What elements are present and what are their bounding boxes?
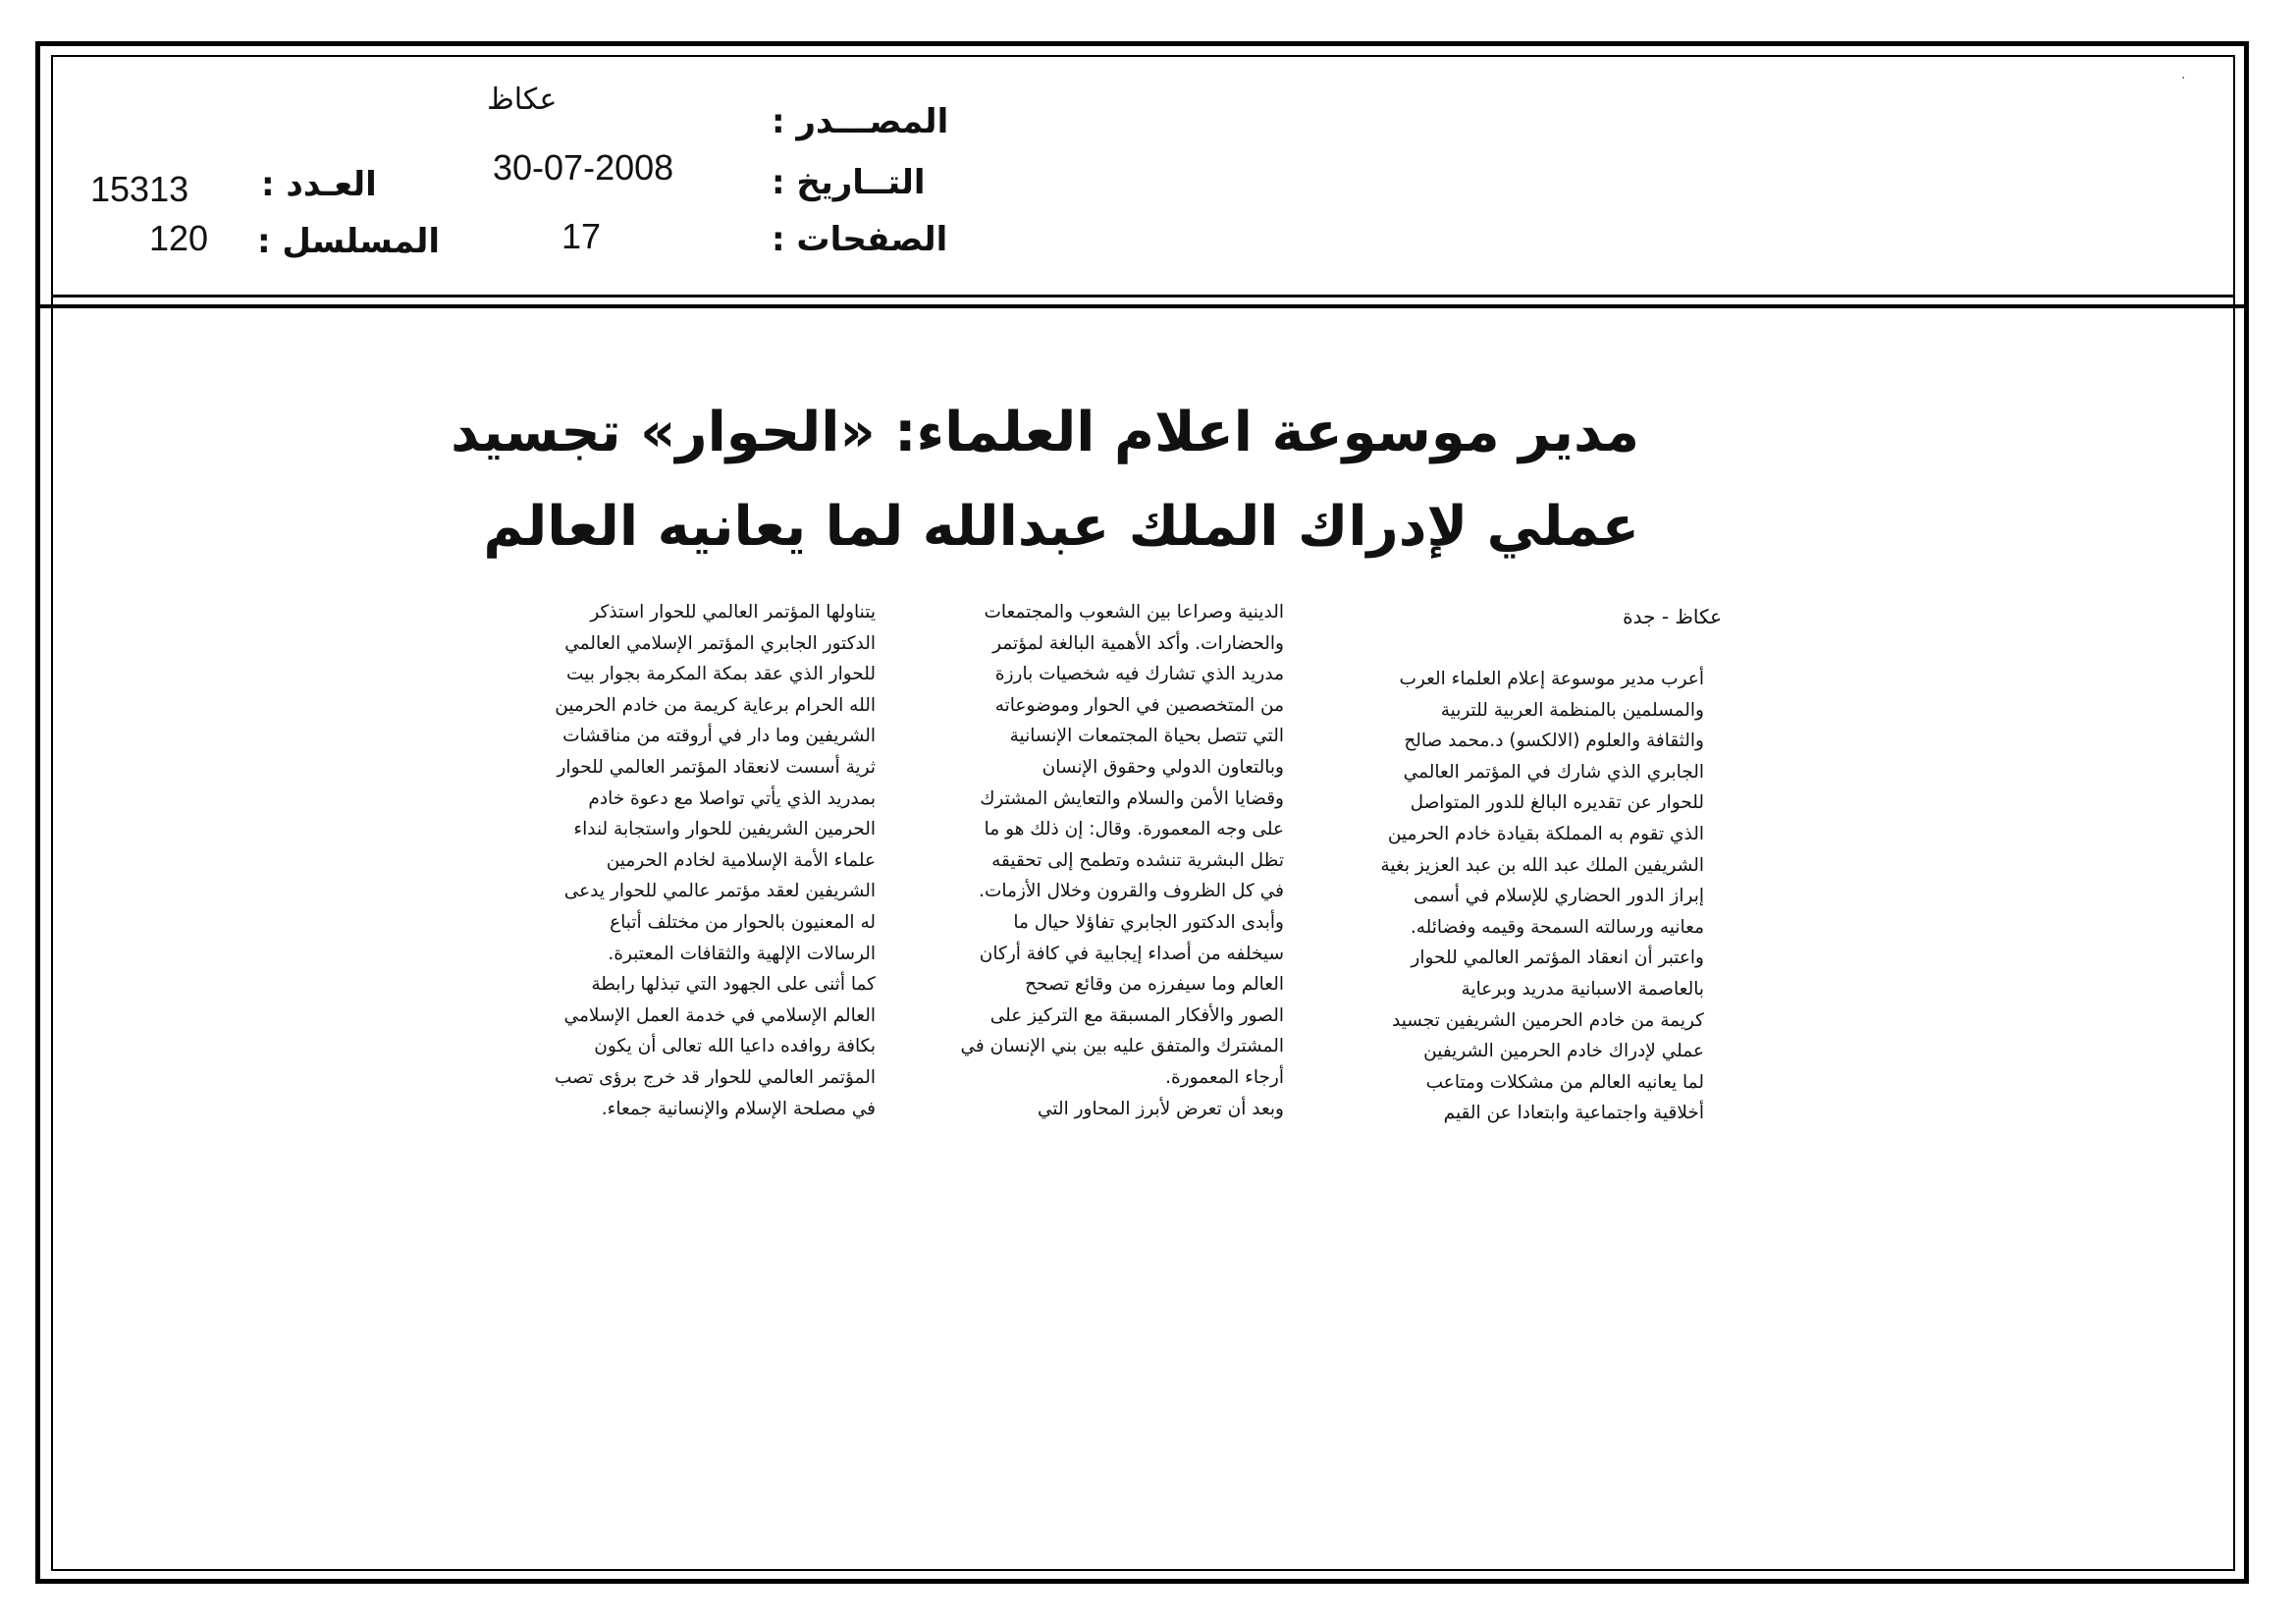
headline-line-1: مدير موسوعة اعلام العلماء: «الحوار» تجسيد [451,401,1639,464]
serial-value: 120 [149,218,209,258]
issue-value: 15313 [90,169,189,209]
header-divider-thick [35,304,2249,308]
date-label: التــاريخ : [772,163,926,202]
corner-mark: · [2181,71,2186,86]
pages-label: الصفحات : [772,220,948,259]
dateline: عكاظ - جدة [1623,605,1722,628]
pages-value: 17 [561,216,602,256]
article-column-left [475,597,876,1124]
article-column-right [1294,664,1704,1129]
serial-label: المسلسل : [257,222,441,261]
date-value: 30-07-2008 [493,147,674,188]
column-left-text: يتناولها المؤتمر العالمي للحوار استذكر الدكتور الجابري المؤتمر الإسلامي العالمي للحوار الذي عقد بمكة المكرمة بجوار بيت الله الحرام برعاية كريمة من خادم الحرمين الشريفين وما دار في أروقته من مناقشات ثرية أسست لانعقاد المؤتمر العالمي للحوار بمدريد الذي يأتي تواصلا مع دعوة خادم الحرمين الشريفين للحوار واستجابة لنداء علماء الأمة الإسلامية لخادم الحرمين الشريفين لعقد مؤتمر عالمي للحوار يدعى له المعنيون بالحوار من مختلف أتباع الرسالات الإلهية والثقافات المعتبرة. كما أثنى على الجهود التي تبذلها رابطة العالم الإسلامي في خدمة العمل الإسلامي بكافة روافده داعيا الله تعالى أن يكون المؤتمر العالمي للحوار قد خرج برؤى تصب في مصلحة الإسلام والإنسانية جمعاء. [554,602,876,1119]
column-right-text: أعرب مدير موسوعة إعلام العلماء العرب والمسلمين بالمنظمة العربية للتربية والثقافة والعلوم (الالكسو) د.محمد صالح الجابري الذي شارك في المؤتمر العالمي للحوار عن تقديره البالغ للدور المتواصل الذي تقوم به المملكة بقيادة خادم الحرمين الشريفين الملك عبد الله بن عبد العزيز بغية إبراز الدور الحضاري للإسلام في أسمى معانيه ورسالته السمحة وقيمه وفضائله. واعتبر أن انعقاد المؤتمر العالمي للحوار بالعاصمة الاسبانية مدريد وبرعاية كريمة من خادم الحرمين الشريفين تجسيد عملي لإدراك خادم الحرمين الشريفين لما يعانيه العالم من مشكلات ومتاعب أخلاقية واجتماعية وابتعادا عن القيم [1380,669,1704,1124]
source-label: المصـــدر : [772,102,949,141]
headline-line-2: عملي لإدراك الملك عبدالله لما يعانيه العالم [483,495,1639,559]
column-middle-text: الدينية وصراعا بين الشعوب والمجتمعات والحضارات. وأكد الأهمية البالغة لمؤتمر مدريد الذي تشارك فيه شخصيات بارزة من المتخصصين في الحوار وموضوعاته التي تتصل بحياة المجتمعات الإنسانية وبالتعاون الدولي وحقوق الإنسان وقضايا الأمن والسلام والتعايش المشترك على وجه المعمورة. وقال: إن ذلك هو ما تظل البشرية تنشده وتطمح إلى تحقيقه في كل الظروف والقرون وخلال الأزمات. وأبدى الدكتور الجابري تفاؤلا حيال ما سيخلفه من أصداء إيجابية في كافة أركان العالم وما سيفرزه من وقائع تصحح الصور والأفكار المسبقة مع التركيز على المشترك والمتفق عليه بين بني الإنسان في أرجاء المعمورة. وبعد أن تعرض لأبرز المحاور التي [960,602,1284,1119]
issue-label: العـدد : [261,165,377,204]
header-divider [51,295,2235,298]
source-value: عكاظ [487,82,558,117]
article-column-middle [883,597,1284,1124]
